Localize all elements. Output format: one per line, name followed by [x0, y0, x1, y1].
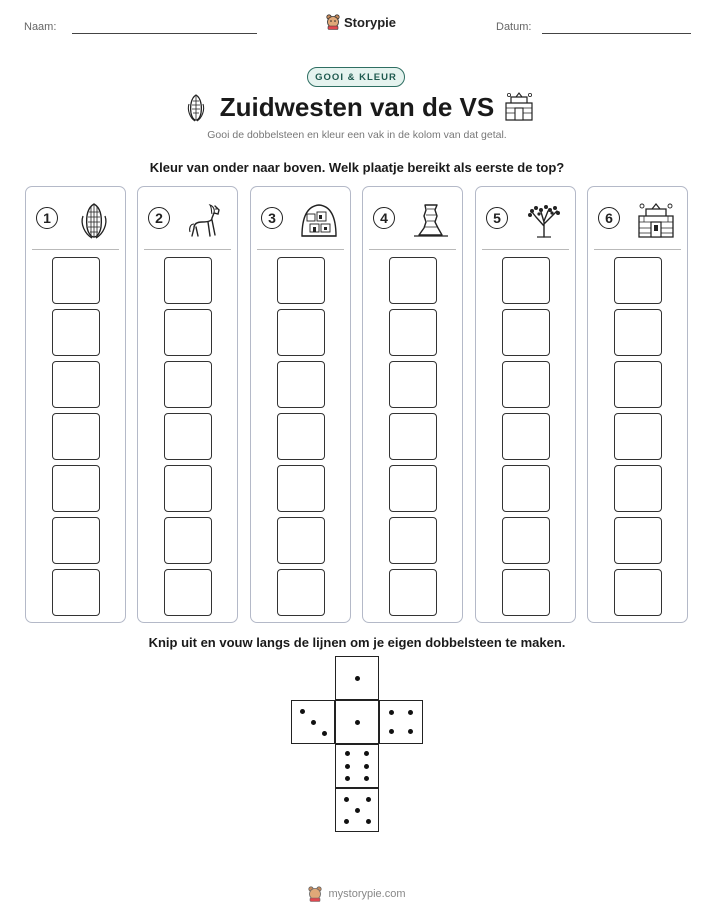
brand-name: Storypie [344, 14, 397, 30]
die-pip [408, 710, 413, 715]
color-box[interactable] [52, 465, 100, 512]
color-box[interactable] [277, 413, 325, 460]
footer [0, 886, 714, 902]
cliff-dwelling-icon [299, 200, 339, 240]
color-box[interactable] [164, 361, 212, 408]
color-box[interactable] [389, 569, 437, 616]
date-line [542, 33, 691, 34]
page-subtitle: Gooi de dobbelsteen en kleur een vak in de kolom van dat getal. [207, 129, 507, 141]
die-face-5 [335, 788, 379, 832]
column-divider [369, 249, 456, 250]
color-box[interactable] [164, 413, 212, 460]
color-box[interactable] [52, 361, 100, 408]
column-1 [25, 186, 126, 623]
die-pip [344, 797, 349, 802]
color-box[interactable] [277, 569, 325, 616]
die-pip [389, 710, 394, 715]
color-box[interactable] [277, 517, 325, 564]
color-box[interactable] [52, 309, 100, 356]
color-box[interactable] [502, 257, 550, 304]
die-pip [355, 676, 360, 681]
die-face-1 [335, 656, 379, 700]
color-box[interactable] [502, 361, 550, 408]
name-label: Naam: [24, 21, 57, 33]
color-box[interactable] [164, 517, 212, 564]
color-box[interactable] [389, 413, 437, 460]
die-face-1 [335, 700, 379, 744]
instruction-top: Kleur van onder naar boven. Welk plaatje bereikt als eerste de top? [149, 160, 565, 175]
die-pip [364, 751, 369, 756]
column-divider [32, 249, 119, 250]
color-box[interactable] [277, 465, 325, 512]
color-box[interactable] [502, 465, 550, 512]
die-pip [344, 819, 349, 824]
die-pip [311, 720, 316, 725]
mission-building-icon [636, 200, 676, 240]
column-divider [144, 249, 231, 250]
column-number: 4 [373, 207, 395, 229]
column-header [363, 187, 462, 249]
color-box[interactable] [614, 413, 662, 460]
color-box[interactable] [614, 465, 662, 512]
color-box[interactable] [614, 257, 662, 304]
die-pip [345, 764, 350, 769]
tree-icon [524, 200, 564, 240]
color-box[interactable] [389, 257, 437, 304]
color-box[interactable] [389, 517, 437, 564]
column-number: 1 [36, 207, 58, 229]
color-box[interactable] [614, 517, 662, 564]
column-header [588, 187, 687, 249]
color-box[interactable] [502, 413, 550, 460]
die-pip [355, 720, 360, 725]
column-6 [587, 186, 688, 623]
color-box[interactable] [389, 309, 437, 356]
color-box[interactable] [52, 517, 100, 564]
die-pip [355, 808, 360, 813]
die-face-3 [291, 700, 335, 744]
instruction-bottom: Knip uit en vouw langs de lijnen om je eigen dobbelsteen te maken. [148, 635, 566, 650]
die-pip [322, 731, 327, 736]
column-header [138, 187, 237, 249]
column-number: 2 [148, 207, 170, 229]
color-box[interactable] [164, 465, 212, 512]
die-pip [408, 729, 413, 734]
column-5 [475, 186, 576, 623]
die-face-6 [335, 744, 379, 788]
color-box[interactable] [502, 517, 550, 564]
die-pip [364, 776, 369, 781]
color-box[interactable] [614, 569, 662, 616]
column-divider [257, 249, 344, 250]
color-box[interactable] [614, 361, 662, 408]
activity-badge: GOOI & KLEUR [307, 67, 405, 87]
page-title: Zuidwesten van de VS [219, 92, 495, 122]
column-number: 5 [486, 207, 508, 229]
die-face-4 [379, 700, 423, 744]
column-divider [482, 249, 569, 250]
color-box[interactable] [164, 569, 212, 616]
color-box[interactable] [52, 413, 100, 460]
column-divider [594, 249, 681, 250]
die-pip [366, 797, 371, 802]
bear-logo-icon [308, 886, 322, 902]
color-box[interactable] [277, 361, 325, 408]
color-box[interactable] [52, 569, 100, 616]
column-2 [137, 186, 238, 623]
die-pip [366, 819, 371, 824]
column-header [476, 187, 575, 249]
mission-title-icon [503, 91, 535, 121]
color-box[interactable] [614, 309, 662, 356]
bear-logo-icon [326, 14, 340, 30]
color-box[interactable] [389, 361, 437, 408]
footer-url: mystorypie.com [328, 888, 406, 900]
color-box[interactable] [164, 257, 212, 304]
brand-logo [326, 14, 396, 30]
color-box[interactable] [277, 257, 325, 304]
color-box[interactable] [164, 309, 212, 356]
color-box[interactable] [389, 465, 437, 512]
column-number: 3 [261, 207, 283, 229]
corn-icon [74, 200, 114, 240]
column-number: 6 [598, 207, 620, 229]
name-line [72, 33, 257, 34]
die-pip [345, 751, 350, 756]
die-pip [345, 776, 350, 781]
color-box[interactable] [502, 309, 550, 356]
date-label: Datum: [496, 21, 532, 33]
rock-formation-icon [411, 200, 451, 240]
color-box[interactable] [502, 569, 550, 616]
column-4 [362, 186, 463, 623]
die-pip [364, 764, 369, 769]
horse-icon [186, 200, 226, 240]
die-pip [300, 709, 305, 714]
color-box[interactable] [277, 309, 325, 356]
color-box[interactable] [52, 257, 100, 304]
column-header [251, 187, 350, 249]
column-3 [250, 186, 351, 623]
die-pip [389, 729, 394, 734]
column-header [26, 187, 125, 249]
